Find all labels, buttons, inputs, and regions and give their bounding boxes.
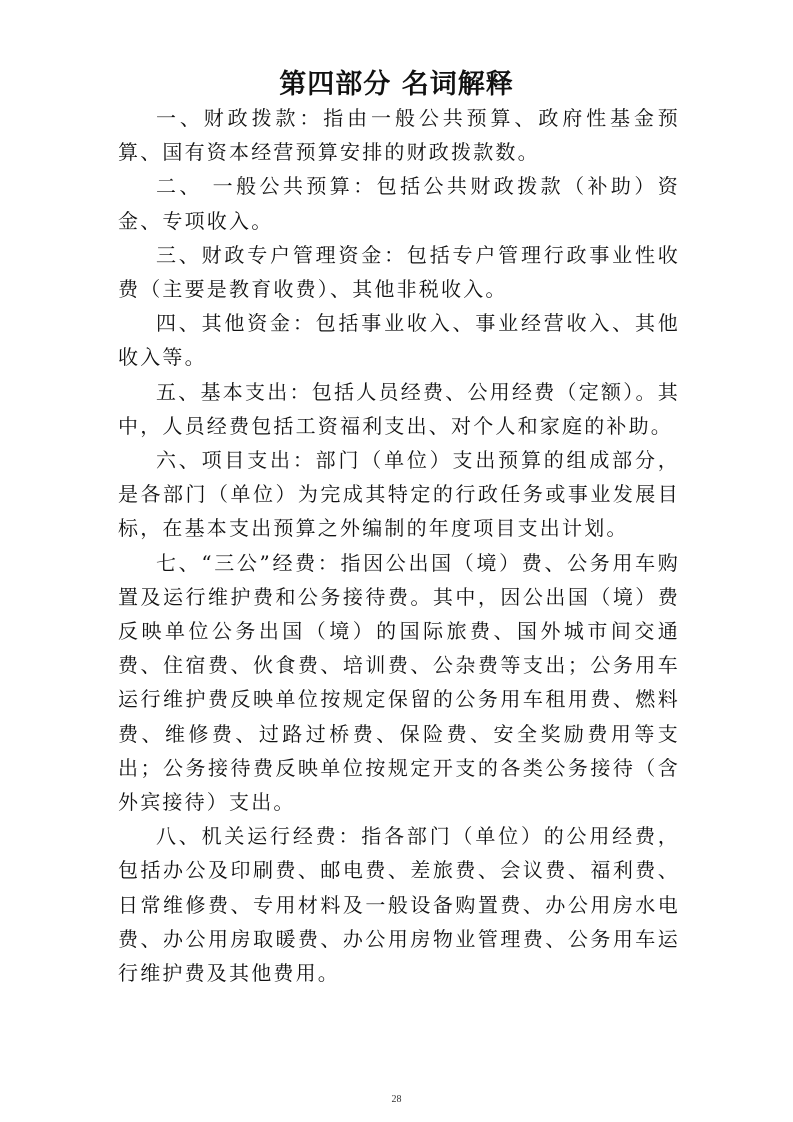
paragraph-project-expenditure: 六、项目支出：部门（单位）支出预算的组成部分，是各部门（单位）为完成其特定的行政任务或事业发展目标，在基本支出预算之外编制的年度项目支出计划。 (118, 448, 680, 541)
paragraph-general-public-budget: 二、 一般公共预算：包括公共财政拨款（补助）资金、专项收入。 (118, 174, 680, 233)
paragraph-other-funds: 四、其他资金：包括事业收入、事业经营收入、其他收入等。 (118, 311, 680, 370)
page-number: 28 (391, 1094, 402, 1105)
body-text (118, 101, 680, 990)
paragraph-fiscal-appropriation: 一、财政拨款：指由一般公共预算、政府性基金预算、国有资本经营预算安排的财政拨款数。 (118, 106, 680, 165)
paragraph-basic-expenditure: 五、基本支出：包括人员经费、公用经费（定额）。其中，人员经费包括工资福利支出、对个人和家庭的补助。 (118, 379, 680, 438)
paragraph-three-public-expenses: 七、“三公”经费：指因公出国（境）费、公务用车购置及运行维护费和公务接待费。其中，因公出国（境）费反映单位公务出国（境）的国际旅费、国外城市间交通费、住宿费、伙食费、培训费、公杂费等支出；公务用车运行维护费反映单位按规定保留的公务用车租用费、燃料费、维修费、过路过桥费、保险费、安全奖励费用等支出；公务接待费反映单位按规定开支的各类公务接待（含外宾接待）支出。 (118, 550, 680, 815)
paragraph-agency-operating-expenses: 八、机关运行经费：指各部门（单位）的公用经费，包括办公及印刷费、邮电费、差旅费、会议费、福利费、日常维修费、专用材料及一般设备购置费、办公用房水电费、办公用房取暖费、办公用房物业管理费、公务用车运行维护费及其他费用。 (118, 824, 680, 986)
page-title: 第四部分 名词解释 (279, 69, 514, 100)
paragraph-special-account-funds: 三、财政专户管理资金：包括专户管理行政事业性收费（主要是教育收费）、其他非税收入。 (118, 242, 680, 302)
